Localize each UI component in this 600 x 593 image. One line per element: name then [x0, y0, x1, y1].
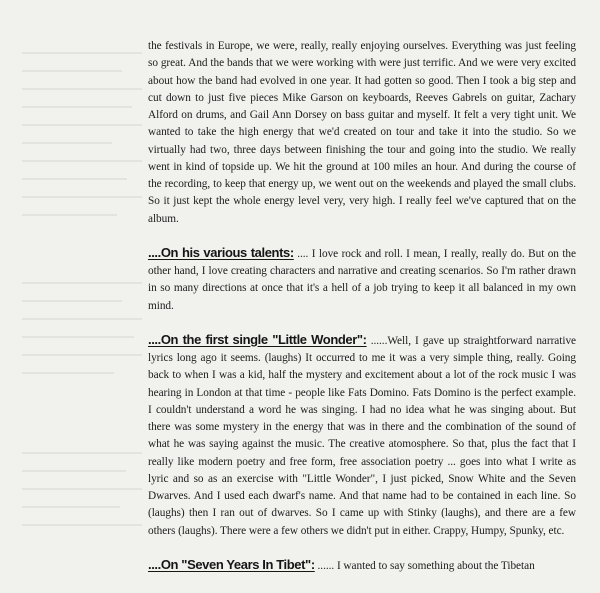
paragraph-seven-years-in-tibet: [148, 556, 576, 575]
show-through-texture: [22, 470, 126, 472]
show-through-texture: [22, 318, 142, 320]
show-through-texture: [22, 336, 134, 338]
show-through-texture: [22, 372, 114, 374]
paragraph-body: ...... I wanted to say something about the Tibetan: [314, 559, 535, 572]
paragraph-heading: ....On his various talents:: [148, 244, 294, 260]
show-through-texture: [22, 524, 142, 526]
show-through-texture: [22, 354, 142, 356]
show-through-texture: [22, 124, 142, 126]
paragraph-body: the festivals in Europe, we were, really, really enjoying ourselves. Everything was just feeling so great. And the bands that we were working with were just terrific. And we were very excited about how the band had evolved in one year. It had gotten so good. Then I took a big step and cut down to just five pieces Mike Garson on keyboards, Reeves Gabrels on guitar, Zachary Alford on drums, and Gail Ann Dorsey on bass guitar and myself. It felt a very tight unit. We wanted to take the high energy that we'd created on tour and take it into the studio. So we virtually had two, three days between finishing the tour and going into the studio. We really went in kind of topside up. We hit the ground at 100 miles an hour. And during the course of the recording, to keep that energy up, we went out on the weekends and played the small clubs. So it just kept the whole energy level very, very high. I really feel we've captured that on the album.: [148, 40, 576, 225]
show-through-texture: [22, 178, 127, 180]
show-through-texture: [22, 506, 120, 508]
show-through-texture: [22, 160, 142, 162]
paragraph-heading: ....On "Seven Years In Tibet":: [148, 556, 315, 572]
paragraph-body: .... I love rock and roll. I mean, I really, really do. But on the other hand, I love creating characters and narrative and creating scenarios. So I'm rather drawn in so many directions at once that it's a hell of a job trying to keep it all balanced in my own mind.: [148, 247, 576, 312]
show-through-texture: [22, 106, 132, 108]
show-through-texture: [22, 282, 142, 284]
paragraph-heading: ....On the first single "Little Wonder":: [148, 331, 367, 347]
show-through-texture: [22, 88, 142, 90]
show-through-texture: [22, 142, 112, 144]
paragraph-little-wonder: [148, 331, 576, 540]
paragraph-various-talents: [148, 244, 576, 315]
show-through-texture: [22, 214, 117, 216]
show-through-texture: [22, 300, 122, 302]
show-through-texture: [22, 70, 122, 72]
show-through-texture: [22, 488, 142, 490]
paragraph-body: ......Well, I gave up straightforward narrative lyrics long ago it seems. (laughs) It occurred to me it was a very simple thing, really. Going back to when I was a kid, half the mystery and excitement about a lot of the rock music I was hearing in London at that time - people like Fats Domino. Fats Domino is the perfect example. I couldn't understand a word he was singing. I had no idea what he was singing about. But there was some mystery in the energy that was in there and the combination of the sound of what he was saying against the music. The creative atomosphere. So that, plus the fact that I really like modern poetry and free form, free association poetry ... goes into what I write as lyric and so as an exercise with "Little Wonder", I just picked, Snow White and the Seven Dwarves. And I used each dwarf's name. And that name had to be contained in each line. So (laughs) then I ran out of dwarves. So I came up with Stinky (laughs), and there are a few others (laughs). There were a few others we didn't put in either. Crappy, Humpy, Spunky, etc.: [148, 334, 577, 537]
show-through-texture: [22, 52, 142, 54]
paragraph-festivals: [148, 36, 576, 228]
booklet-page-text: [148, 36, 576, 575]
show-through-texture: [22, 452, 142, 454]
show-through-texture: [22, 196, 142, 198]
